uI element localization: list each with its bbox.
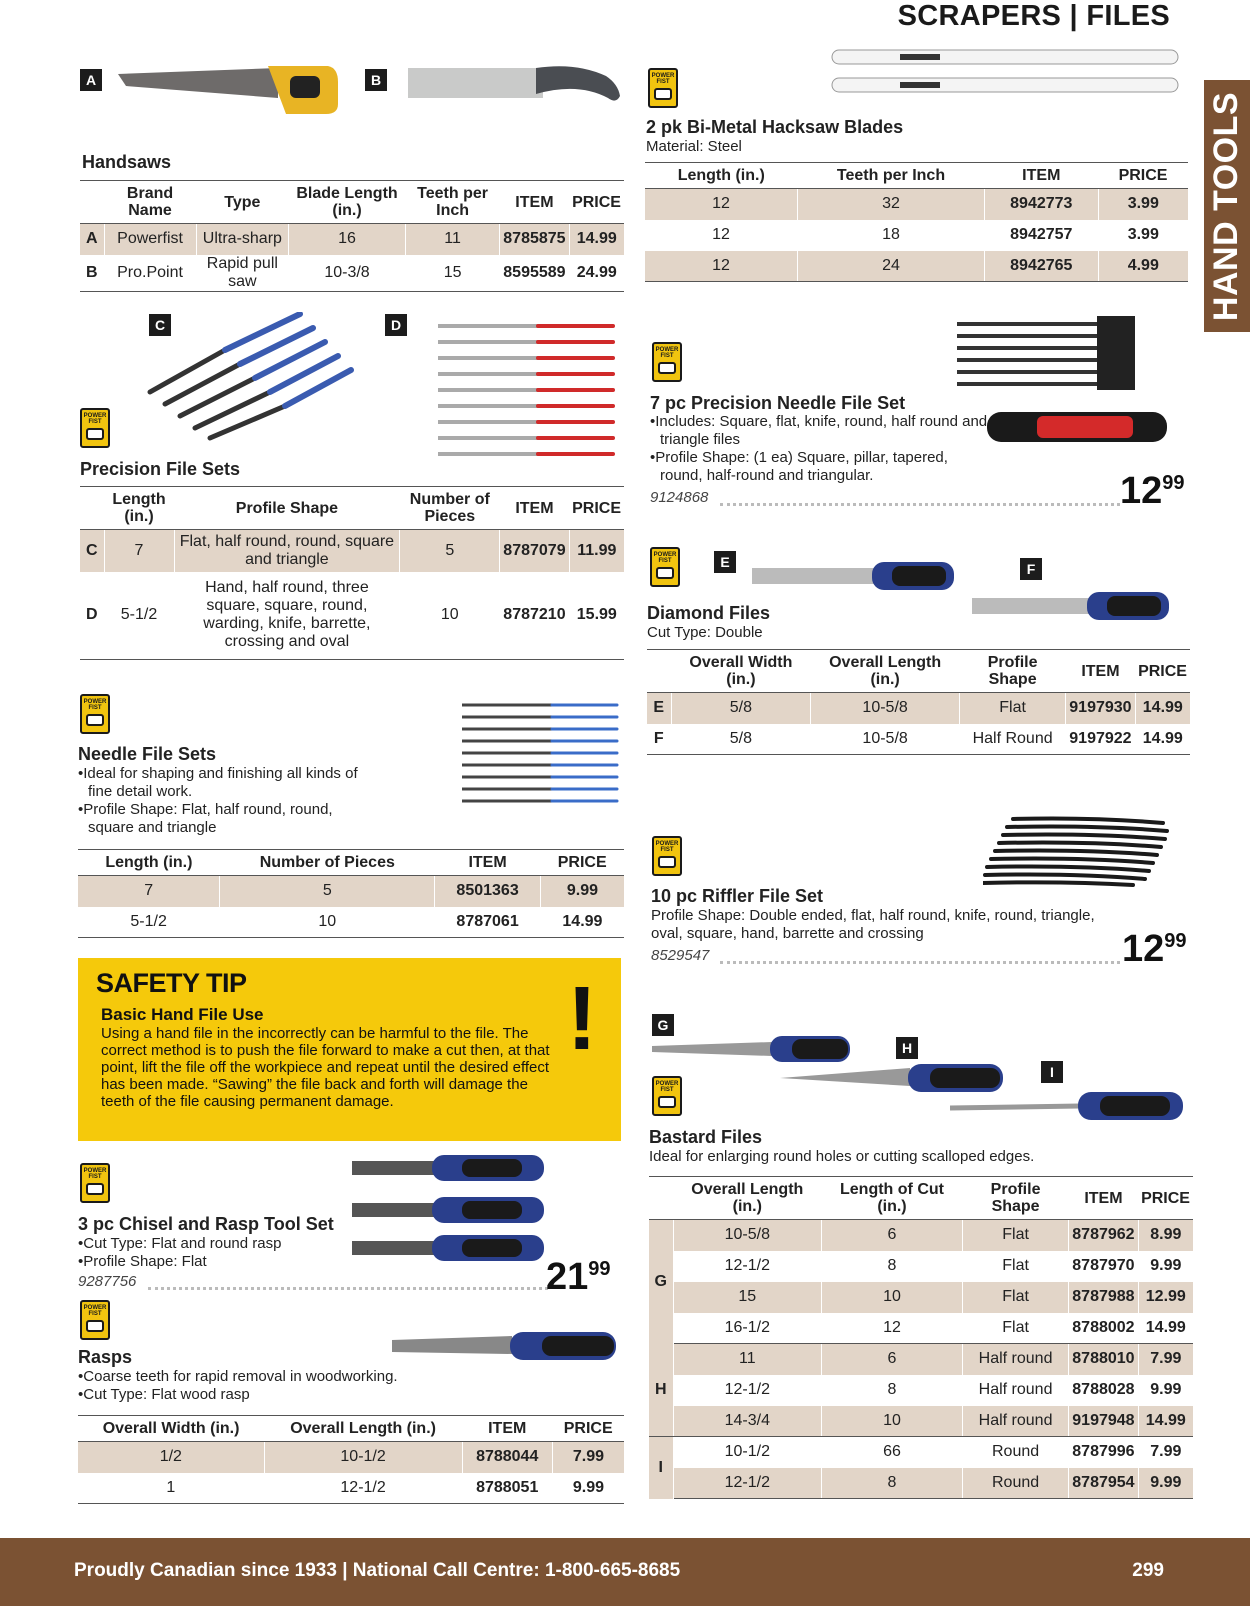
table-row: 12 32 8942773 3.99 — [645, 189, 1188, 220]
needle-file-set-image — [462, 700, 622, 810]
needle7-title: 7 pc Precision Needle File Set — [650, 393, 906, 413]
precision-title: Precision File Sets — [80, 459, 241, 479]
chisel-title: 3 pc Chisel and Rasp Tool Set — [78, 1214, 334, 1234]
table-row: 7 5 8501363 9.99 — [78, 876, 624, 907]
leader-dots — [720, 961, 1120, 964]
table-row: D 5-1/2 Hand, half round, three square, square, round, warding, knife, barrette, crossing and oval 10 8787210 15.99 — [80, 572, 624, 660]
leader-dots — [720, 503, 1120, 506]
handsaws-table: Brand Name Type Blade Length (in.) Teeth per Inch ITEM PRICE A Powerfist Ultra-sharp 16 11 8785875 14.99 B Pro.Point Rapid pull saw 10-3/8 15 8595589 24.99 — [80, 180, 624, 292]
needle-title: Needle File Sets — [78, 744, 217, 764]
page-title: SCRAPERS | FILES — [897, 0, 1170, 32]
riffler-sub: Profile Shape: Double ended, flat, half round, knife, round, triangle, oval, square, hand, barrette and crossing — [651, 907, 1095, 942]
needle-table: Length (in.) Number of Pieces ITEM PRICE 7 5 8501363 9.99 5-1/2 10 8787061 14.99 — [78, 849, 624, 938]
table-row: 12-1/2 8 Round 8787954 9.99 — [649, 1468, 1193, 1499]
powerfist-logo: POWER FIST — [652, 342, 682, 382]
safety-tip-box — [78, 958, 621, 1141]
bastard-title: Bastard Files — [649, 1127, 763, 1147]
powerfist-logo: POWER FIST — [80, 1163, 110, 1203]
powerfist-logo: POWER FIST — [80, 694, 110, 734]
safety-subtitle: Basic Hand File Use — [101, 1005, 264, 1024]
powerfist-logo: POWER FIST — [650, 547, 680, 587]
footer-bar — [0, 1538, 1250, 1606]
exclamation-icon: ! — [567, 969, 597, 1069]
hacksaw-blades-image — [830, 48, 1182, 98]
rasp-image — [392, 1330, 618, 1362]
label-f: F — [1020, 558, 1042, 580]
table-row: E 5/8 10-5/8 Flat 9197930 14.99 — [647, 693, 1190, 724]
label-c: C — [149, 314, 171, 336]
section-tab — [1204, 80, 1250, 332]
bastard-sub: Ideal for enlarging round holes or cutting scalloped edges. — [649, 1148, 1035, 1165]
chisel-price: $21^{99}$ — [546, 1256, 611, 1298]
label-h: H — [896, 1037, 918, 1059]
needle7-price: $12^{99}$ — [1120, 470, 1185, 512]
rasps-title: Rasps — [78, 1347, 133, 1367]
powerfist-logo: POWER FIST — [80, 1300, 110, 1340]
diamond-sub: Cut Type: Double — [647, 624, 763, 641]
label-d: D — [385, 314, 407, 336]
bastard-file-i-image — [950, 1090, 1185, 1122]
file-set-c-image — [145, 312, 365, 442]
powerfist-logo: POWER FIST — [652, 1076, 682, 1116]
chisel-sku: 9287756 — [78, 1273, 137, 1290]
table-row: G 10-5/8 6 Flat 8787962 8.99 — [649, 1220, 1193, 1251]
file-set-d-image — [438, 318, 618, 468]
table-row: 12 24 8942765 4.99 — [645, 251, 1188, 282]
table-row: 12 18 8942757 3.99 — [645, 220, 1188, 251]
powerfist-logo: POWER FIST — [652, 836, 682, 876]
riffler-sku: 8529547 — [651, 947, 710, 964]
label-g: G — [652, 1014, 674, 1036]
needle7-sku: 9124868 — [650, 489, 709, 506]
handsaws-title: Handsaws — [82, 152, 172, 172]
page-number: 299 — [1132, 1560, 1164, 1581]
riffler-file-set-image — [983, 815, 1178, 890]
table-row: H 11 6 Half round 8788010 7.99 — [649, 1344, 1193, 1375]
table-row: 12-1/2 8 Flat 8787970 9.99 — [649, 1251, 1193, 1282]
table-row: 14-3/4 10 Half round 9197948 14.99 — [649, 1406, 1193, 1437]
table-row: A Powerfist Ultra-sharp 16 11 8785875 14.99 — [80, 224, 624, 255]
precision-table: Length (in.) Profile Shape Number of Pieces ITEM PRICE C 7 Flat, half round, round, square and triangle 5 8787079 11.99 D 5-1/2 Hand, half round, three square, square, round, warding, knife, barrette, crossing and oval 10 8787210 15.99 — [80, 486, 624, 660]
hacksaw-sub: Material: Steel — [646, 138, 742, 155]
chisel-rasp-image — [352, 1153, 547, 1268]
bastard-file-g-image — [652, 1034, 852, 1064]
table-row: 16-1/2 12 Flat 8788002 14.99 — [649, 1313, 1193, 1344]
table-row: 15 10 Flat 8787988 12.99 — [649, 1282, 1193, 1313]
rasps-bullets: •Coarse teeth for rapid removal in woodworking. •Cut Type: Flat wood rasp — [78, 1368, 398, 1403]
diamond-file-e-image — [752, 560, 957, 594]
label-i: I — [1041, 1061, 1063, 1083]
label-e: E — [714, 551, 736, 573]
footer-text: Proudly Canadian since 1933 | National Call Centre: 1-800-665-8685 — [74, 1560, 681, 1581]
riffler-price: $12^{99}$ — [1122, 928, 1187, 970]
table-row: F 5/8 10-5/8 Half Round 9197922 14.99 — [647, 724, 1190, 755]
needle-bullets: •Ideal for shaping and finishing all kinds of fine detail work. •Profile Shape: Flat, half round, round, square and triangle — [78, 765, 358, 836]
diamond-table: Overall Width (in.) Overall Length (in.) Profile Shape ITEM PRICE E 5/8 10-5/8 Flat 9197930 14.99 F 5/8 10-5/8 Half Round 9197922 14.99 — [647, 649, 1190, 755]
pull-saw-image — [408, 60, 623, 110]
section-tab-label: HAND TOOLS — [1207, 91, 1246, 321]
rasps-table: Overall Width (in.) Overall Length (in.) ITEM PRICE 1/2 10-1/2 8788044 7.99 1 12-1/2 8788051 9.99 — [78, 1415, 624, 1504]
needle7-bullets: •Includes: Square, flat, knife, round, half round and triangle files •Profile Shape: (1 ea) Square, pillar, tapered, round, half-round and triangular. — [650, 413, 988, 484]
table-row: 5-1/2 10 8787061 14.99 — [78, 907, 624, 938]
table-row: C 7 Flat, half round, round, square and triangle 5 8787079 11.99 — [80, 530, 624, 572]
table-row: I 10-1/2 66 Round 8787996 7.99 — [649, 1437, 1193, 1468]
powerfist-logo: POWER FIST — [648, 68, 678, 108]
bastard-table: Overall Length (in.) Length of Cut (in.) Profile Shape ITEM PRICE G 10-5/8 6 Flat 8787962 8.99 12-1/2 8 Flat 8787970 9.99 15 10 Flat 8787988 12.99 16-1/2 12 Flat 8788002 14.99 H 11 6 Half round 8788010 7.99 12-1/2 8 Half round 8788028 9.99 14-3/4 10 Half round 9197948 14.99 I 10-1/2 66 Round 8787996 7.99 12-1/2 8 Round 8787954 9.99 — [649, 1176, 1193, 1499]
powerfist-logo: POWER FIST — [80, 408, 110, 448]
diamond-file-f-image — [972, 590, 1172, 624]
diamond-title: Diamond Files — [647, 603, 771, 623]
safety-text: Using a hand file in the incorrectly can be harmful to the file. The correct method is to push the file forward to make a cut then, at that point, lift the file off the workpiece and repeat until the desired effect has been made. “Sawing” the file back and forth will damage the teeth of the file causing permanent damage. — [101, 1025, 550, 1110]
handsaw-image — [118, 62, 338, 114]
safety-title: SAFETY TIP — [96, 968, 247, 998]
table-row: 1/2 10-1/2 8788044 7.99 — [78, 1442, 624, 1473]
label-a: A — [80, 69, 102, 91]
hacksaw-title: 2 pk Bi-Metal Hacksaw Blades — [646, 117, 904, 137]
table-row: B Pro.Point Rapid pull saw 10-3/8 15 8595589 24.99 — [80, 255, 624, 292]
riffler-title: 10 pc Riffler File Set — [651, 886, 824, 906]
chisel-bullets: •Cut Type: Flat and round rasp •Profile Shape: Flat — [78, 1235, 282, 1270]
hacksaw-table: Length (in.) Teeth per Inch ITEM PRICE 12 32 8942773 3.99 12 18 8942757 3.99 12 24 8942765 4.99 — [645, 162, 1188, 282]
leader-dots — [148, 1287, 548, 1290]
table-row: 12-1/2 8 Half round 8788028 9.99 — [649, 1375, 1193, 1406]
table-row: 1 12-1/2 8788051 9.99 — [78, 1473, 624, 1504]
label-b: B — [365, 69, 387, 91]
